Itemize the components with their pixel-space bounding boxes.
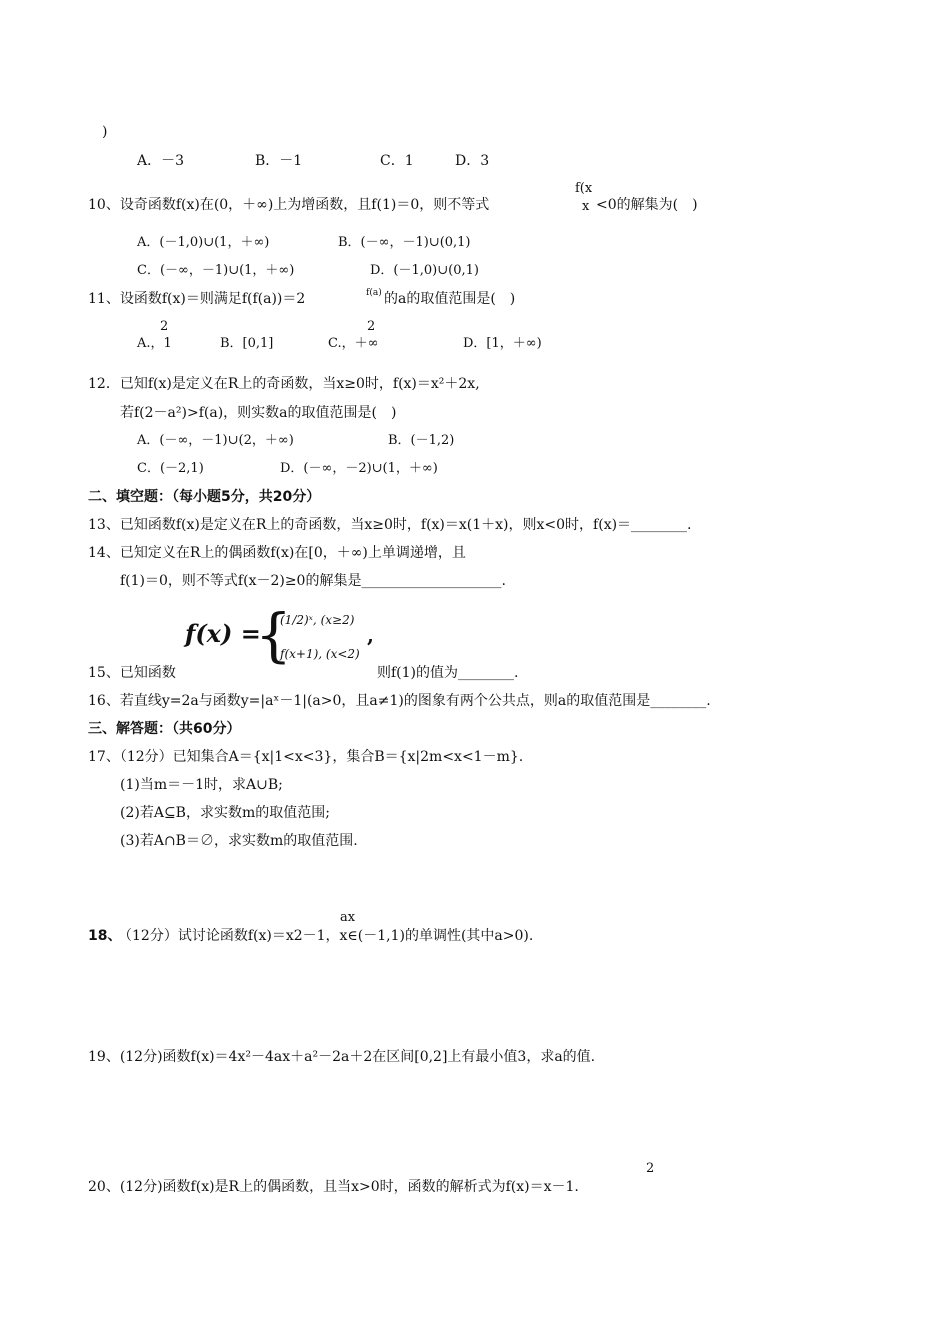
q9-option-b: B．－1 — [255, 153, 303, 169]
q15-question-tail: 则f(1)的值为________. — [377, 665, 519, 681]
q12-question: 12．已知f(x)是定义在R上的奇函数，当x≥0时，f(x)＝x²＋2x, — [88, 376, 480, 392]
q11-exponent: f(a) — [366, 288, 382, 298]
q12-option-d: D．(－∞，－2)∪(1，＋∞) — [280, 461, 438, 476]
q16-question: 16、若直线y=2a与函数y=|aˣ－1|(a>0，且a≠1)的图象有两个公共点，则a的取值范围是________. — [88, 693, 711, 709]
q17-part-2: (2)若A⊆B，求实数m的取值范围; — [120, 805, 330, 821]
q10-option-a: A．(－1,0)∪(1，＋∞) — [137, 235, 270, 250]
q11-question: 11、设函数f(x)＝则满足f(f(a))＝2 — [88, 291, 306, 307]
q14-condition: f(1)＝0，则不等式f(x－2)≥0的解集是____________________. — [120, 573, 506, 589]
q11-option-c: C.，＋∞ — [328, 336, 379, 351]
q17-part-3: (3)若A∩B＝∅，求实数m的取值范围. — [120, 833, 358, 849]
q10-question: 10、设奇函数f(x)在(0，＋∞)上为增函数，且f(1)＝0，则不等式 — [88, 197, 490, 213]
q15-formula-lhs: f(x) = — [185, 619, 261, 648]
q11-option-b: B．[0,1] — [220, 336, 274, 351]
q15-case-1: (1/2)ˣ, (x≥2) — [280, 613, 355, 627]
q10-question-tail: <0的解集为( ) — [596, 197, 698, 213]
q19-question: 19、(12分)函数f(x)＝4x²－4ax＋a²－2a＋2在区间[0,2]上有最小值3，求a的值. — [88, 1049, 596, 1065]
q12-option-b: B．(－1,2) — [388, 433, 455, 448]
q15-comma: , — [367, 623, 374, 647]
q17-part-1: (1)当m＝－1时，求A∪B; — [120, 777, 283, 793]
q9-option-c: C．1 — [380, 153, 414, 169]
q15-brace: { — [255, 601, 292, 669]
q11-option-c-numerator: 2 — [367, 319, 376, 334]
section-fill-in-title: 二、填空题：（每小题5分，共20分） — [88, 489, 321, 505]
q15-piecewise-formula — [185, 603, 385, 673]
q12-option-a: A．(－∞，－1)∪(2，＋∞) — [137, 433, 294, 448]
q14-question: 14、已知定义在R上的偶函数f(x)在[0，＋∞)上单调递增，且 — [88, 545, 466, 561]
q13-question: 13、已知函数f(x)是定义在R上的奇函数，当x≥0时，f(x)＝x(1＋x)，则x<0时，f(x)＝________. — [88, 517, 692, 533]
q18-fraction-numerator: ax — [340, 910, 356, 925]
q10-option-d: D．(－1,0)∪(0,1) — [370, 263, 479, 278]
q17-question: 17、（12分）已知集合A＝{x|1<x<3}，集合B＝{x|2m<x<1－m}. — [88, 749, 524, 765]
section-answer-title: 三、解答题：（共60分） — [88, 721, 241, 737]
q11-option-d: D．[1，＋∞) — [463, 336, 542, 351]
q9-paren: ) — [102, 124, 108, 140]
q12-option-c: C．(－2,1) — [137, 461, 204, 476]
q15-case-2: f(x+1), (x<2) — [280, 647, 360, 661]
q12-condition: 若f(2－a²)>f(a)，则实数a的取值范围是( ) — [120, 405, 397, 421]
q11-option-a-numerator: 2 — [160, 319, 169, 334]
q18-number: 18、 — [88, 928, 122, 944]
q11-option-a: A.，1 — [137, 336, 172, 351]
q9-option-d: D．3 — [455, 153, 490, 169]
q10-option-b: B．(－∞，－1)∪(0,1) — [338, 235, 471, 250]
q18-question: （12分）试讨论函数f(x)＝x2－1，x∈(－1,1)的单调性(其中a>0). — [118, 928, 534, 944]
q9-option-a: A．－3 — [137, 153, 185, 169]
q10-option-c: C．(－∞，－1)∪(1，＋∞) — [137, 263, 295, 278]
q11-question-tail: 的a的取值范围是( ) — [384, 291, 516, 307]
q20-fraction-numerator: 2 — [646, 1161, 655, 1176]
q10-fraction-denominator: x — [582, 199, 590, 214]
q10-fraction-numerator: f(x — [575, 181, 593, 196]
q20-question: 20、(12分)函数f(x)是R上的偶函数，且当x>0时，函数的解析式为f(x)＝x－1. — [88, 1179, 579, 1195]
q15-question: 15、已知函数 — [88, 665, 176, 681]
